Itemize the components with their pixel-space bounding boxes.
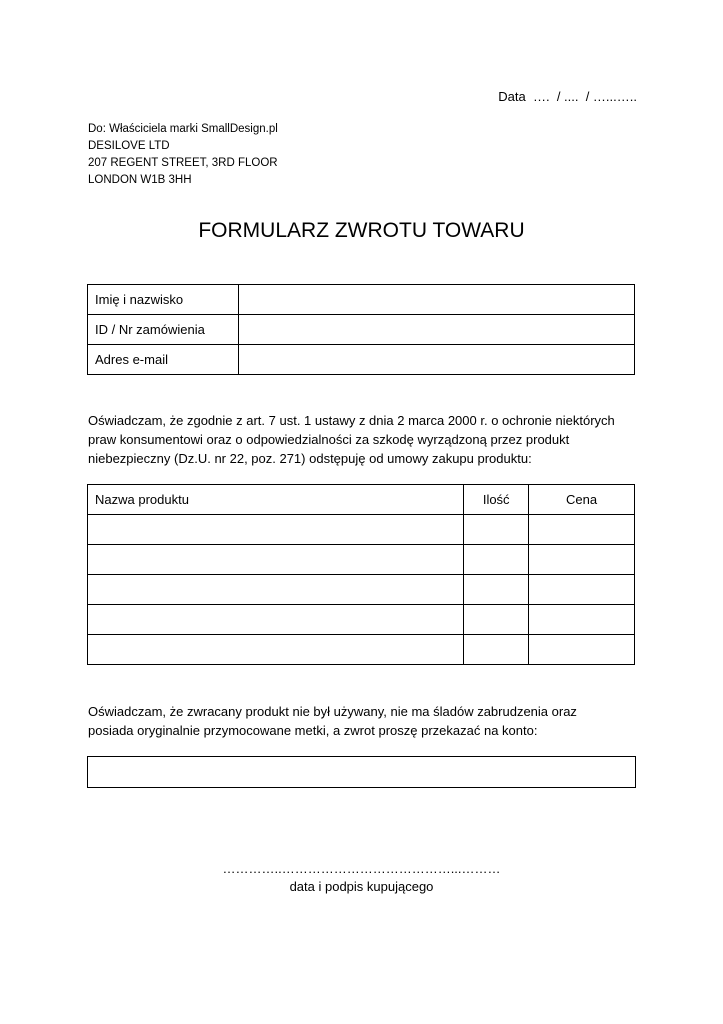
quantity-cell[interactable]: [464, 515, 529, 545]
email-field[interactable]: [239, 345, 635, 375]
product-name-cell[interactable]: [88, 515, 464, 545]
customer-row-name: [88, 285, 635, 315]
declaration-line: Oświadczam, że zwracany produkt nie był używany, nie ma śladów zabrudzenia oraz: [88, 704, 577, 719]
product-name-cell[interactable]: [88, 575, 464, 605]
customer-row-order-id: [88, 315, 635, 345]
products-table: [87, 484, 635, 665]
product-name-cell[interactable]: [88, 545, 464, 575]
recipient-line: LONDON W1B 3HH: [88, 174, 192, 186]
column-header-product-name: Nazwa produktu: [88, 485, 464, 515]
date-line: Data …. / .... / …...…..: [498, 89, 637, 104]
price-cell[interactable]: [529, 545, 635, 575]
declaration-line: posiada oryginalnie przymocowane metki, a zwrot proszę przekazać na konto:: [88, 723, 538, 738]
condition-declaration: [88, 702, 648, 740]
recipient-line: 207 REGENT STREET, 3RD FLOOR: [88, 157, 278, 169]
table-row: [88, 575, 635, 605]
quantity-cell[interactable]: [464, 605, 529, 635]
recipient-line: Do: Właściciela marki SmallDesign.pl: [88, 123, 278, 135]
table-row: [88, 635, 635, 665]
products-header-row: [88, 485, 635, 515]
order-id-field[interactable]: [239, 315, 635, 345]
field-label: Imię i nazwisko: [88, 285, 239, 315]
name-field[interactable]: [239, 285, 635, 315]
field-label: ID / Nr zamówienia: [88, 315, 239, 345]
recipient-line: DESILOVE LTD: [88, 140, 170, 152]
table-row: [88, 515, 635, 545]
product-name-cell[interactable]: [88, 635, 464, 665]
table-row: [88, 605, 635, 635]
withdrawal-declaration: [88, 411, 648, 468]
price-cell[interactable]: [529, 605, 635, 635]
form-title: FORMULARZ ZWROTU TOWARU: [198, 219, 525, 242]
customer-row-email: [88, 345, 635, 375]
product-name-cell[interactable]: [88, 605, 464, 635]
declaration-line: niebezpieczny (Dz.U. nr 22, poz. 271) odstępuję od umowy zakupu produktu:: [88, 451, 532, 466]
quantity-cell[interactable]: [464, 545, 529, 575]
price-cell[interactable]: [529, 635, 635, 665]
column-header-price: Cena: [529, 485, 635, 515]
signature-label: data i podpis kupującego: [289, 879, 434, 894]
declaration-line: praw konsumentowi oraz o odpowiedzialności za szkodę wyrządzoną przez produkt: [88, 432, 570, 447]
table-row: [88, 545, 635, 575]
customer-info-table: [87, 284, 635, 375]
recipient-address: [88, 121, 278, 189]
bank-account-field[interactable]: [87, 756, 636, 788]
quantity-cell[interactable]: [464, 635, 529, 665]
declaration-line: Oświadczam, że zgodnie z art. 7 ust. 1 ustawy z dnia 2 marca 2000 r. o ochronie niektórych: [88, 413, 615, 428]
signature-line: …………..…………………………………...………: [222, 861, 501, 876]
price-cell[interactable]: [529, 515, 635, 545]
price-cell[interactable]: [529, 575, 635, 605]
column-header-quantity: Ilość: [464, 485, 529, 515]
quantity-cell[interactable]: [464, 575, 529, 605]
field-label: Adres e-mail: [88, 345, 239, 375]
